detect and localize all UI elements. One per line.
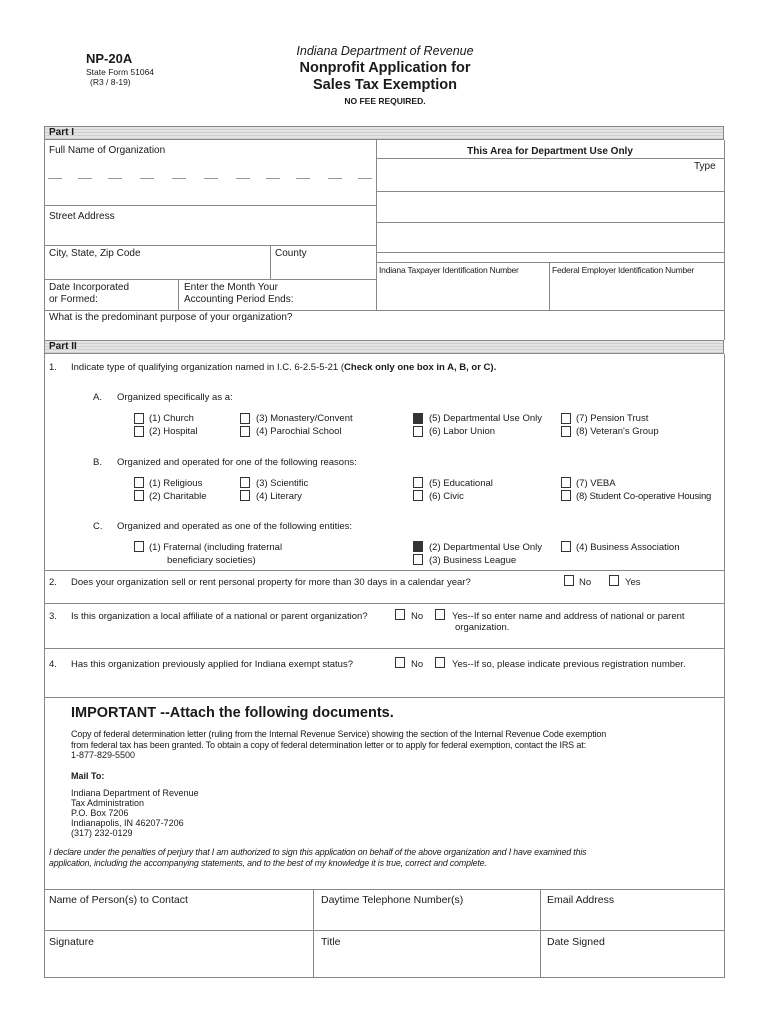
divider (44, 697, 724, 698)
a7-pension-trust-checkbox[interactable] (561, 413, 571, 424)
c2-label: (2) Departmental Use Only (429, 542, 542, 553)
divider (724, 354, 725, 978)
divider (724, 140, 725, 340)
q2-text: Does your organization sell or rent personal property for more than 30 days in a calendar year? (71, 577, 471, 588)
q3-no-label: No (411, 611, 424, 622)
a1-label: (1) Church (149, 413, 194, 424)
q4-no-label: No (411, 659, 424, 670)
c4-label: (4) Business Association (576, 542, 680, 553)
divider (376, 140, 377, 310)
full-name-label: Full Name of Organization (49, 145, 166, 156)
a3-label: (3) Monastery/Convent (256, 413, 353, 424)
q2-number: 2. (49, 577, 57, 588)
important-paragraph-2: from federal tax has been granted. To obtain a copy of federal determination letter or to apply for federal exemption, contact the IRS at: (71, 739, 586, 750)
b5-label: (5) Educational (429, 478, 493, 489)
part1-bar: Part I (44, 126, 724, 140)
q3-number: 3. (49, 611, 57, 622)
divider (376, 191, 724, 192)
city-state-zip-field[interactable] (44, 261, 270, 279)
a8-veterans-group-checkbox[interactable] (561, 426, 571, 437)
a4-label: (4) Parochial School (256, 426, 342, 437)
email-field[interactable] (542, 908, 722, 928)
divider (44, 648, 724, 649)
purpose-label: What is the predominant purpose of your organization? (49, 312, 293, 323)
address-line-2: Tax Administration (71, 798, 145, 808)
phone-field[interactable] (315, 908, 538, 928)
q4-yes-checkbox[interactable] (435, 657, 445, 668)
q4-no-checkbox[interactable] (395, 657, 405, 668)
q3-yes-label-line2: organization. (455, 622, 510, 633)
fee-note: NO FEE REQUIRED. (344, 96, 426, 106)
q4-yes-label: Yes--If so, please indicate previous registration number. (452, 659, 686, 670)
important-heading: IMPORTANT --Attach the following documents. (71, 705, 394, 721)
purpose-field[interactable] (44, 325, 724, 339)
title-label: Title (321, 936, 341, 948)
divider (44, 205, 376, 206)
address-line-5: (317) 232-0129 (71, 828, 133, 838)
divider (376, 158, 724, 159)
county-label: County (275, 248, 307, 259)
address-line-3: P.O. Box 7206 (71, 808, 129, 818)
q4-number: 4. (49, 659, 57, 670)
city-state-zip-label: City, State, Zip Code (49, 248, 141, 259)
section-b-text: Organized and operated for one of the following reasons: (117, 457, 357, 468)
itin-label: Indiana Taxpayer Identification Number (379, 265, 519, 275)
fein-field[interactable] (552, 277, 722, 309)
address-line-1: Indiana Department of Revenue (71, 788, 199, 798)
b2-label: (2) Charitable (149, 491, 207, 502)
divider (549, 262, 550, 310)
a5-departmental-checkbox (413, 413, 423, 424)
b3-label: (3) Scientific (256, 478, 309, 489)
important-paragraph-3: 1-877-829-5500 (71, 750, 136, 760)
divider (540, 889, 541, 978)
q2-no-checkbox[interactable] (564, 575, 574, 586)
b1-label: (1) Religious (149, 478, 203, 489)
divider (376, 222, 724, 223)
a5-label: (5) Departmental Use Only (429, 413, 542, 424)
c4-business-association-checkbox[interactable] (561, 541, 571, 552)
c3-business-league-checkbox[interactable] (413, 554, 423, 565)
perjury-statement-line1: I declare under the penalties of perjury that I am authorized to sign this application on behalf of the above organization and I have examined this (49, 847, 587, 857)
itin-field[interactable] (380, 277, 546, 309)
type-label: Type (694, 161, 716, 172)
form-title-line2: Sales Tax Exemption (313, 77, 457, 93)
email-label: Email Address (547, 894, 615, 906)
street-address-label: Street Address (49, 211, 115, 222)
c3-label: (3) Business League (429, 555, 517, 566)
a1-church-checkbox[interactable] (134, 413, 144, 424)
date-incorporated-label-2: or Formed: (49, 294, 98, 305)
c2-departmental-checkbox (413, 541, 423, 552)
c1-fraternal-checkbox[interactable] (134, 541, 144, 552)
b8-label: (8) Student Co-operative Housing (576, 491, 712, 502)
divider (44, 245, 376, 246)
revision: (R3 / 8-19) (90, 77, 131, 87)
divider (376, 252, 724, 253)
a6-labor-union-checkbox[interactable] (413, 426, 423, 437)
q1-number: 1. (49, 362, 57, 373)
divider (44, 354, 45, 978)
q2-no-label: No (579, 577, 592, 588)
q3-no-checkbox[interactable] (395, 609, 405, 620)
contact-name-field[interactable] (46, 908, 311, 928)
date-signed-field[interactable] (542, 950, 722, 976)
divider (44, 570, 724, 571)
b4-label: (4) Literary (256, 491, 302, 502)
divider (44, 889, 724, 890)
c1-label-line2: beneficiary societies) (167, 555, 256, 566)
c1-label-line1: (1) Fraternal (including fraternal (149, 542, 283, 553)
a6-label: (6) Labor Union (429, 426, 496, 437)
fein-label: Federal Employer Identification Number (552, 265, 695, 275)
date-incorporated-label-1: Date Incorporated (49, 282, 130, 293)
b6-label: (6) Civic (429, 491, 464, 502)
section-a-letter: A. (93, 392, 102, 403)
a4-parochial-school-checkbox[interactable] (240, 426, 250, 437)
b5-educational-checkbox[interactable] (413, 477, 423, 488)
perjury-statement-line2: application, including the accompanying statements, and to the best of my knowledge it is true, correct and complete. (49, 857, 487, 868)
b2-charitable-checkbox[interactable] (134, 490, 144, 501)
b7-label: (7) VEBA (576, 478, 616, 489)
form-title-line1: Nonprofit Application for (299, 60, 471, 76)
signature-field[interactable] (46, 950, 311, 976)
b4-literary-checkbox[interactable] (240, 490, 250, 501)
title-field[interactable] (315, 950, 538, 976)
q1-text: Indicate type of qualifying organization named in I.C. 6-2.5-5-21 (Check only one box in A, B, or C). (71, 362, 497, 373)
state-form-number: State Form 51064 (86, 67, 155, 77)
section-c-letter: C. (93, 521, 103, 532)
mail-to-label: Mail To: (71, 771, 105, 781)
b8-student-housing-checkbox[interactable] (561, 490, 571, 501)
accounting-period-label-1: Enter the Month Your (184, 282, 278, 293)
section-a-text: Organized specifically as a: (117, 392, 233, 403)
section-c-text: Organized and operated as one of the following entities: (117, 521, 353, 532)
dept-use-label: This Area for Department Use Only (467, 146, 633, 157)
q4-text: Has this organization previously applied for Indiana exempt status? (71, 659, 353, 670)
form-id: NP-20A (86, 51, 133, 66)
q3-yes-checkbox[interactable] (435, 609, 445, 620)
a3-monastery-checkbox[interactable] (240, 413, 250, 424)
b6-civic-checkbox[interactable] (413, 490, 423, 501)
divider (44, 603, 724, 604)
part2-bar: Part II (44, 340, 724, 354)
signature-label: Signature (49, 936, 94, 948)
a8-label: (8) Veteran's Group (576, 426, 659, 437)
q2-yes-label: Yes (625, 577, 641, 588)
department-name: Indiana Department of Revenue (296, 44, 474, 58)
important-paragraph-1: Copy of federal determination letter (ruling from the Internal Revenue Service) showing the section of the Internal Revenue Code exemption (71, 729, 607, 739)
address-line-4: Indianapolis, IN 46207-7206 (71, 818, 184, 828)
divider (44, 279, 376, 280)
a2-label: (2) Hospital (149, 426, 198, 437)
q3-text: Is this organization a local affiliate of a national or parent organization? (71, 611, 368, 622)
q2-yes-checkbox[interactable] (609, 575, 619, 586)
b3-scientific-checkbox[interactable] (240, 477, 250, 488)
street-address-field[interactable] (44, 224, 376, 244)
county-field[interactable] (271, 261, 375, 279)
divider (313, 889, 314, 978)
phone-label: Daytime Telephone Number(s) (321, 894, 464, 906)
a7-label: (7) Pension Trust (576, 413, 649, 424)
divider (178, 279, 179, 310)
full-name-field[interactable] (44, 160, 376, 204)
divider (44, 310, 724, 311)
section-b-letter: B. (93, 457, 102, 468)
date-signed-label: Date Signed (547, 936, 605, 948)
b1-religious-checkbox[interactable] (134, 477, 144, 488)
divider (44, 977, 725, 978)
q3-yes-label-line1: Yes--If so enter name and address of national or parent (452, 611, 685, 622)
contact-name-label: Name of Person(s) to Contact (49, 894, 188, 906)
divider (44, 930, 724, 931)
divider (376, 262, 724, 263)
a2-hospital-checkbox[interactable] (134, 426, 144, 437)
b7-veba-checkbox[interactable] (561, 477, 571, 488)
accounting-period-label-2: Accounting Period Ends: (184, 294, 294, 305)
